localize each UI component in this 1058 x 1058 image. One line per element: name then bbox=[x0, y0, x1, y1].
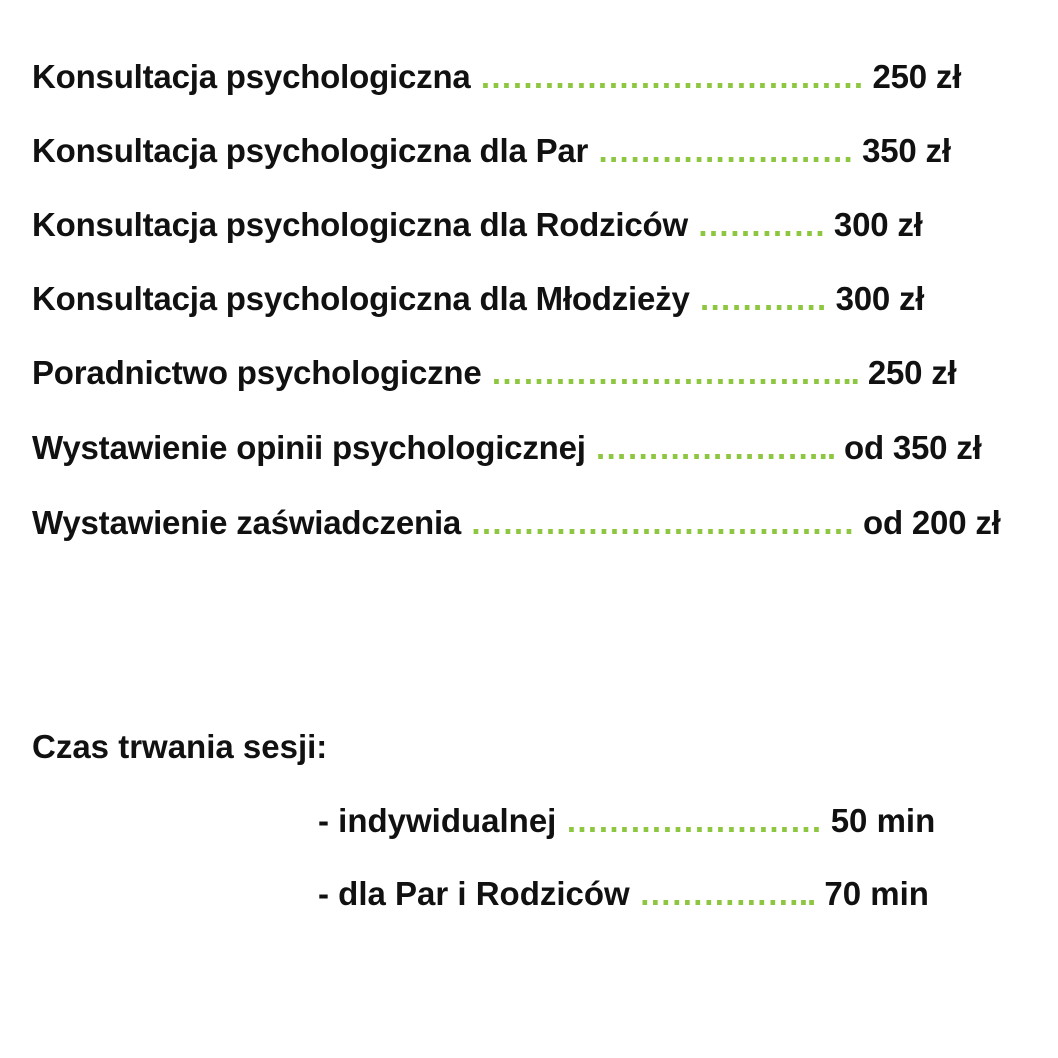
leader-dots: …………….. bbox=[638, 875, 816, 912]
service-price: 300 zł bbox=[833, 206, 923, 243]
price-row bbox=[32, 60, 961, 93]
leader-dots: ………… bbox=[698, 280, 827, 317]
duration-value: 70 min bbox=[824, 875, 929, 912]
service-price: 300 zł bbox=[835, 280, 925, 317]
service-price: od 350 zł bbox=[843, 429, 982, 466]
service-name: Poradnictwo psychologiczne bbox=[32, 354, 482, 391]
leader-dots: ………… bbox=[696, 206, 825, 243]
leader-dots: ……………………………… bbox=[479, 58, 864, 95]
duration-row bbox=[318, 804, 935, 837]
duration-heading: Czas trwania sesji: bbox=[32, 728, 328, 765]
service-name: Konsultacja psychologiczna dla Par bbox=[32, 132, 589, 169]
service-price: 250 zł bbox=[867, 354, 957, 391]
price-row bbox=[32, 431, 982, 464]
leader-dots: …………………………….. bbox=[490, 354, 859, 391]
leader-dots: ……………………………… bbox=[470, 504, 855, 541]
duration-row bbox=[318, 877, 929, 910]
price-row bbox=[32, 356, 957, 389]
service-name: Konsultacja psychologiczna dla Młodzieży bbox=[32, 280, 690, 317]
service-name: Konsultacja psychologiczna dla Rodziców bbox=[32, 206, 688, 243]
service-price: 350 zł bbox=[862, 132, 951, 169]
duration-value: 50 min bbox=[830, 802, 936, 839]
leader-dots: …………………… bbox=[597, 132, 854, 169]
price-row bbox=[32, 506, 1001, 539]
price-row bbox=[32, 282, 924, 315]
service-price: 250 zł bbox=[872, 58, 962, 95]
service-name: Wystawienie opinii psychologicznej bbox=[32, 429, 586, 466]
service-name: Konsultacja psychologiczna bbox=[32, 58, 471, 95]
service-price: od 200 zł bbox=[863, 504, 1001, 541]
leader-dots: …………………… bbox=[565, 802, 822, 839]
leader-dots: ………………….. bbox=[594, 429, 836, 466]
price-row bbox=[32, 208, 923, 241]
duration-label: - indywidualnej bbox=[318, 802, 557, 839]
duration-label: - dla Par i Rodziców bbox=[318, 875, 630, 912]
price-row bbox=[32, 134, 951, 167]
service-name: Wystawienie zaświadczenia bbox=[32, 504, 462, 541]
